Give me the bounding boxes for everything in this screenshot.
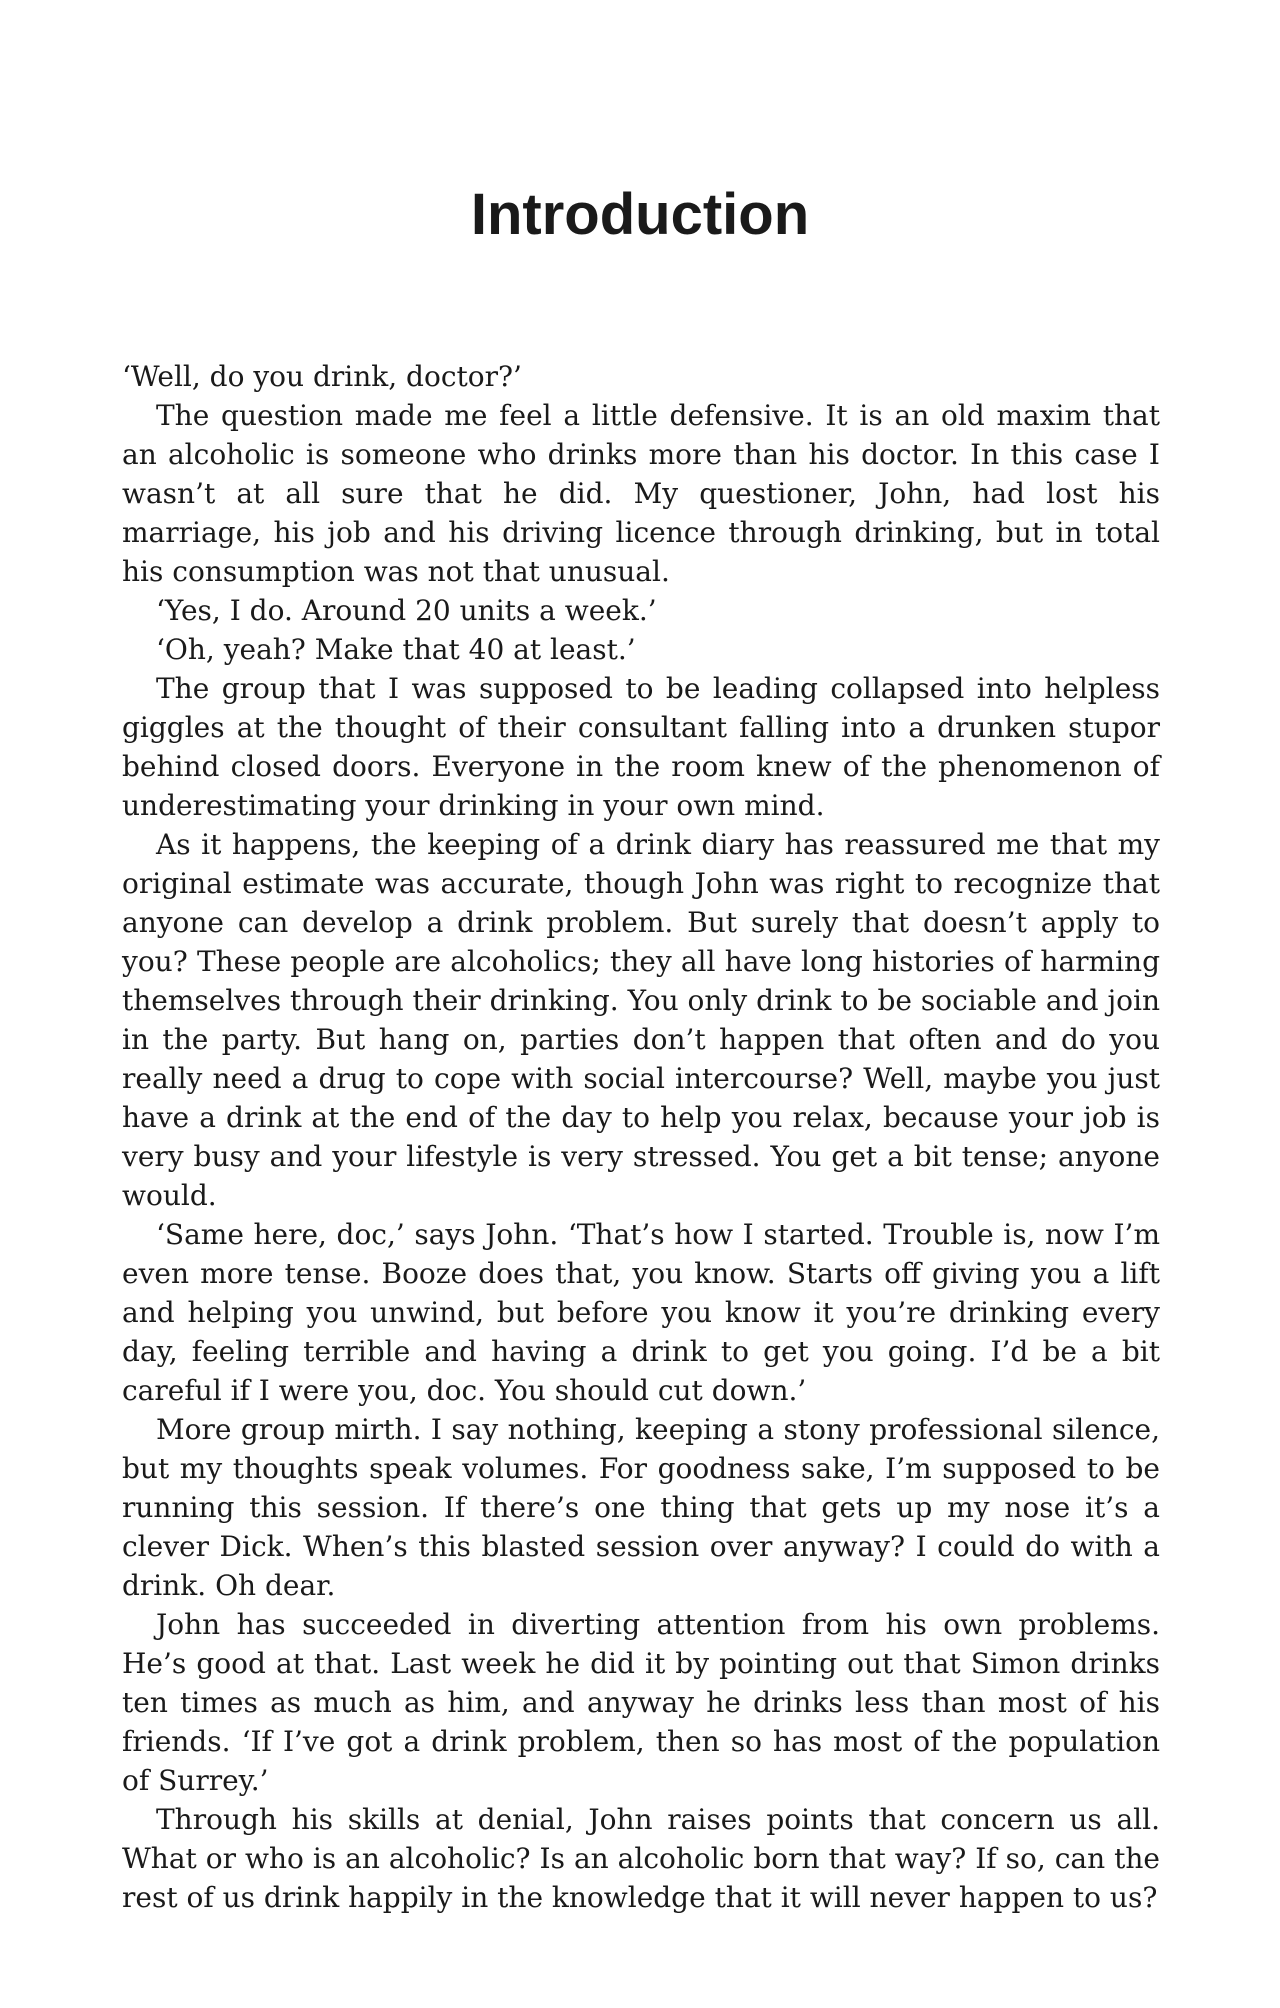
paragraph: ‘Same here, doc,’ says John. ‘That’s how I started. Trouble is, now I’m even more tense. Booze does that, you know. Starts off giving you a lift and helping you unwind, but before you know it you’re drinking every day, feeling terrible and having a drink to get you going. I’d be a bit careful if I were you, doc. You should cut down.’ (122, 1218, 1160, 1407)
paragraph: John has succeeded in diverting attention from his own problems. He’s good at that. Last week he did it by pointing out that Simon drinks ten times as much as him, and anyway he drinks less than most of his friends. ‘If I’ve got a drink problem, then so has most of the population of Surrey.’ (122, 1608, 1160, 1797)
paragraph: The group that I was supposed to be leading collapsed into helpless giggles at the thought of their consultant falling into a drunken stupor behind closed doors. Everyone in the room knew of the phenomenon of underestimating your drinking in your own mind. (122, 672, 1160, 822)
paragraph: ‘Well, do you drink, doctor?’ (122, 360, 522, 393)
paragraph: The question made me feel a little defensive. It is an old maxim that an alcoholic is someone who drinks more than his doctor. In this case I wasn’t at all sure that he did. My questioner, John, had lost his marriage, his job and his driving licence through drinking, but in total his consumption was not that unusual. (122, 399, 1160, 588)
paragraph: More group mirth. I say nothing, keeping a stony professional silence, but my thoughts speak volumes. For goodness sake, I’m supposed to be running this session. If there’s one thing that gets up my nose it’s a clever Dick. When’s this blasted session over anyway? I could do with a drink. Oh dear. (122, 1413, 1160, 1602)
paragraph: As it happens, the keeping of a drink diary has reassured me that my original estimate was accurate, though John was right to recognize that anyone can develop a drink problem. But surely that doesn’t apply to you? These people are alcoholics; they all have long histories of harming themselves through their drinking. You only drink to be sociable and join in the party. But hang on, parties don’t happen that often and do you really need a drug to cope with social intercourse? Well, maybe you just have a drink at the end of the day to help you relax, because your job is very busy and your lifestyle is very stressed. You get a bit tense; anyone would. (122, 828, 1160, 1212)
body-text (122, 357, 1160, 1917)
paragraph: Through his skills at denial, John raises points that concern us all. What or who is an alcoholic? Is an alcoholic born that way? If so, can the rest of us drink happily in the knowledge that it will never happen to us? (122, 1803, 1160, 1914)
paragraph: ‘Oh, yeah? Make that 40 at least.’ (156, 633, 636, 666)
paragraph: ‘Yes, I do. Around 20 units a week.’ (156, 594, 657, 627)
chapter-title: Introduction (470, 182, 810, 247)
